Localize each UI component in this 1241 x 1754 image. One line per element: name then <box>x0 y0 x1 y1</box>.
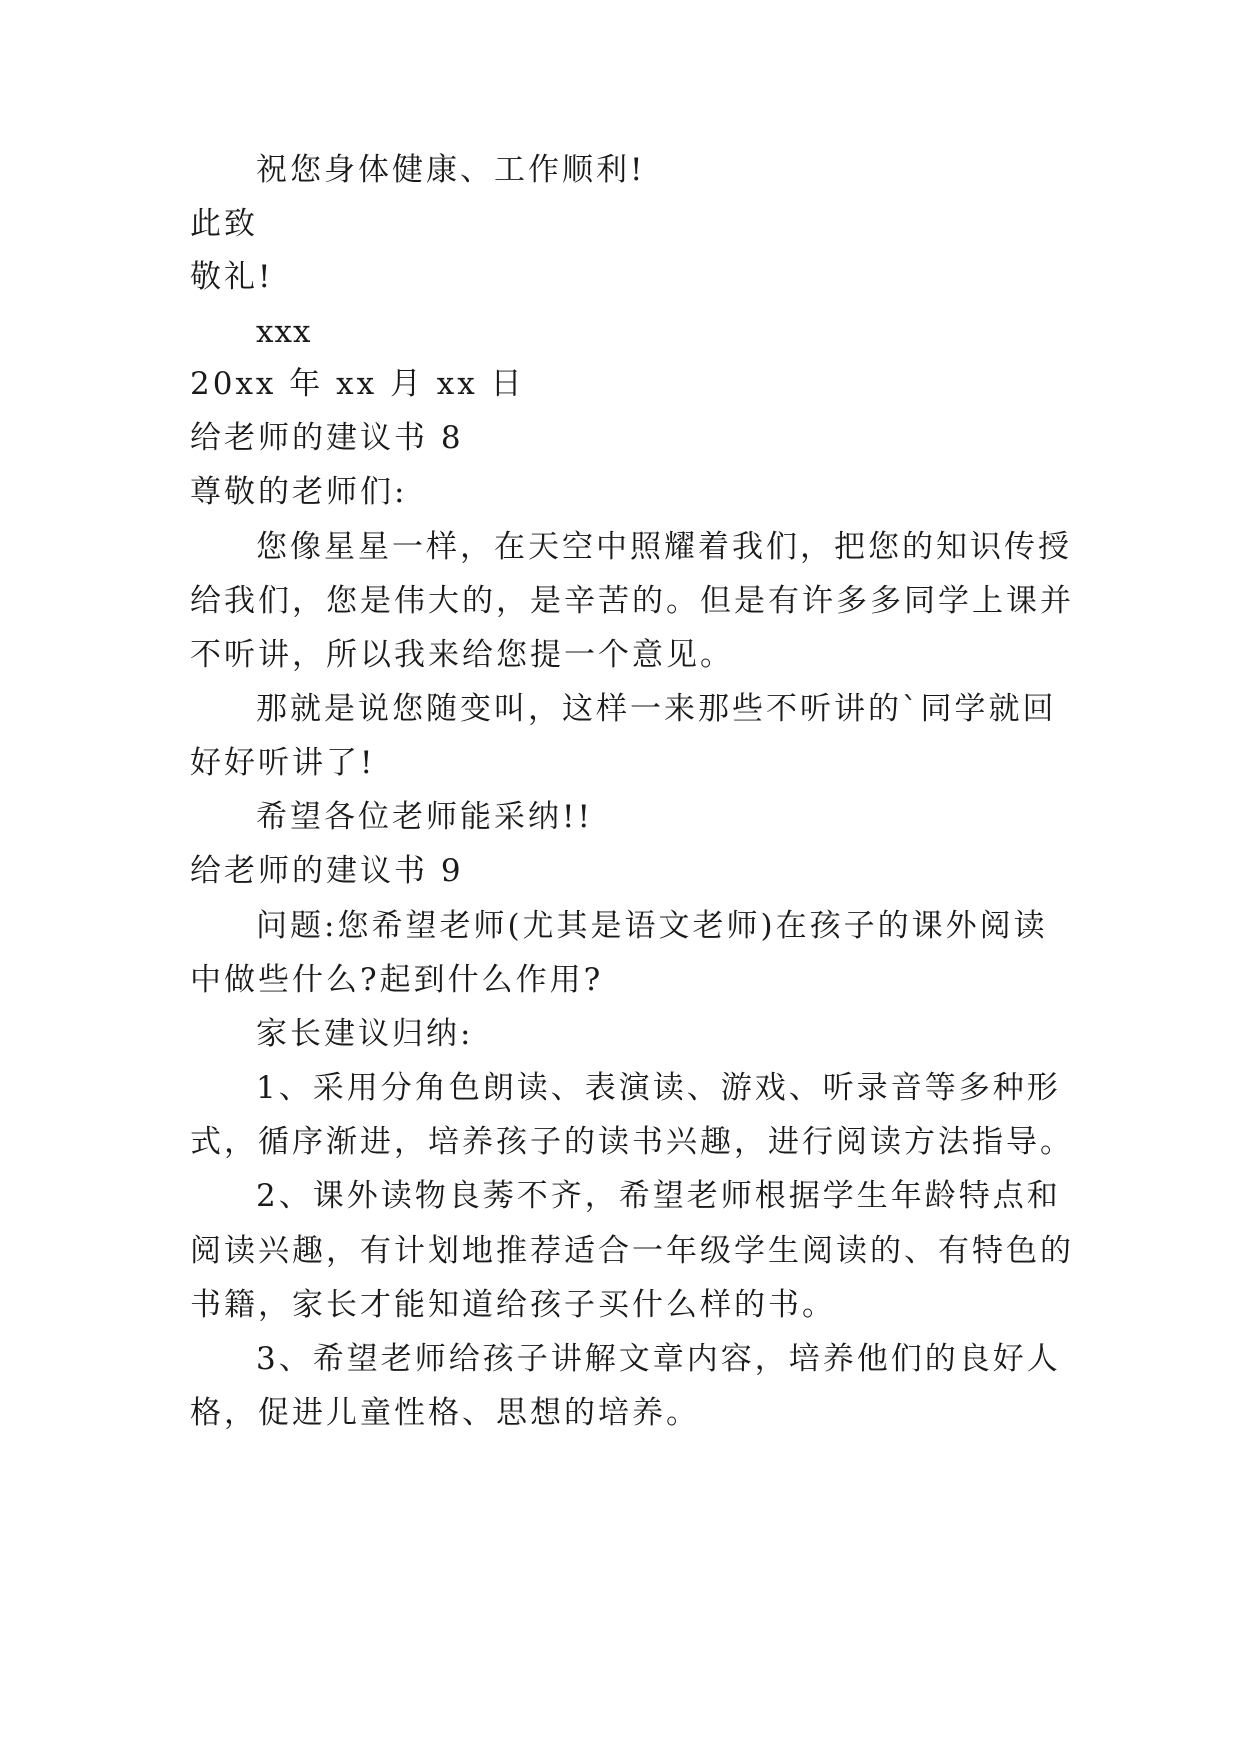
closing-regards: 敬礼! <box>190 259 274 295</box>
paragraph-line: 中做些什么?起到什么作用? <box>190 962 604 998</box>
paragraph-line: 家长建议归纳: <box>256 1016 474 1052</box>
closing-wish: 祝您身体健康、工作顺利! <box>256 152 646 188</box>
paragraph-line: 给我们，您是伟大的，是辛苦的。但是有许多多同学上课并 <box>190 583 1074 619</box>
letter-greeting: 尊敬的老师们: <box>190 474 408 510</box>
paragraph-line: 1、采用分角色朗读、表演读、游戏、听录音等多种形 <box>256 1070 1061 1106</box>
paragraph-line: 阅读兴趣，有计划地推荐适合一年级学生阅读的、有特色的 <box>190 1233 1074 1269</box>
paragraph-line: 那就是说您随变叫，这样一来那些不听讲的`同学就回 <box>256 691 1057 727</box>
signature-name: xxx <box>256 314 312 350</box>
closing-salutation: 此致 <box>190 206 258 242</box>
paragraph-line: 问题:您希望老师(尤其是语文老师)在孩子的课外阅读 <box>256 908 1048 944</box>
paragraph-line: 希望各位老师能采纳!! <box>256 799 593 835</box>
section-heading-9: 给老师的建议书 9 <box>190 853 464 889</box>
paragraph-line: 不听讲，所以我来给您提一个意见。 <box>190 637 734 673</box>
signature-date: 20xx 年 xx 月 xx 日 <box>190 366 525 402</box>
section-heading-8: 给老师的建议书 8 <box>190 420 464 456</box>
paragraph-line: 您像星星一样，在天空中照耀着我们，把您的知识传授 <box>256 529 1072 565</box>
paragraph-line: 好好听讲了! <box>190 745 376 781</box>
paragraph-line: 2、课外读物良莠不齐，希望老师根据学生年龄特点和 <box>256 1178 1061 1214</box>
paragraph-line: 格，促进儿童性格、思想的培养。 <box>190 1395 700 1431</box>
paragraph-line: 书籍，家长才能知道给孩子买什么样的书。 <box>190 1287 836 1323</box>
paragraph-line: 式，循序渐进，培养孩子的读书兴趣，进行阅读方法指导。 <box>190 1124 1074 1160</box>
paragraph-line: 3、希望老师给孩子讲解文章内容，培养他们的良好人 <box>256 1341 1061 1377</box>
